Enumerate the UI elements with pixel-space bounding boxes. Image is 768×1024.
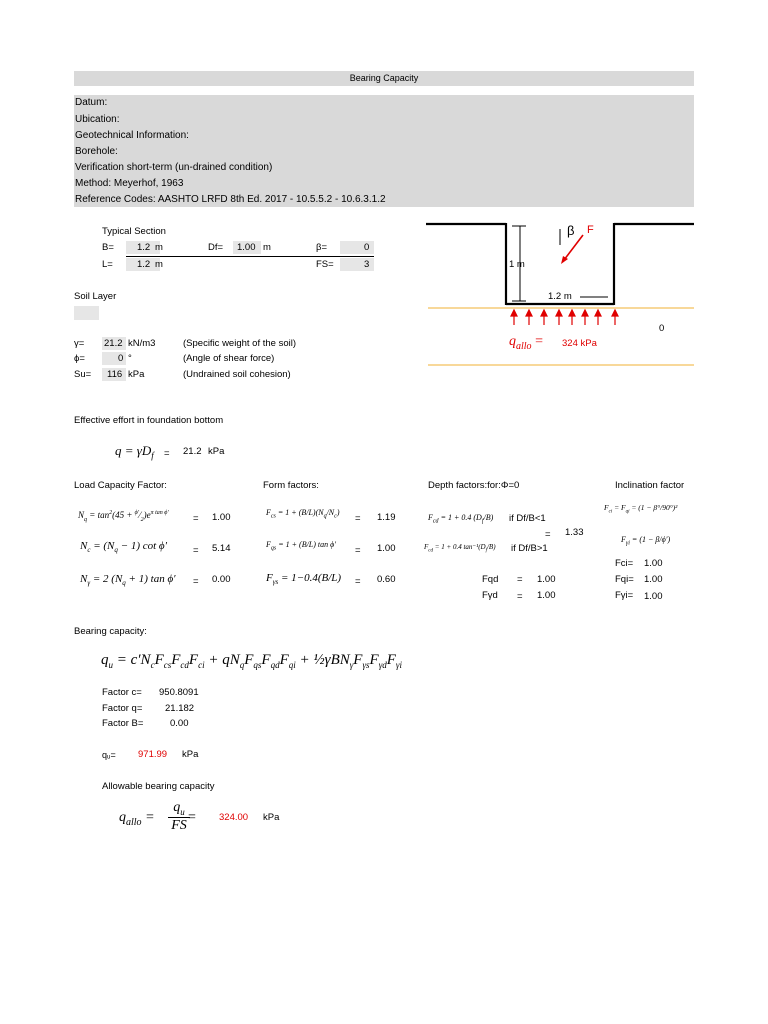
su-value: 116 [107, 369, 123, 380]
depth-condition-1: if Df/B<1 [509, 513, 546, 524]
force-arrow-line [564, 235, 583, 260]
fgs-formula: $F_{\gamma s} = 1-0.4(B/L)$ [266, 572, 342, 587]
nq-value: 1.00 [212, 512, 231, 523]
force-symbol: F [587, 224, 594, 236]
fcs-value: 1.19 [377, 512, 396, 523]
fqs-eq: = [355, 545, 361, 556]
effective-formula: $q = \gamma D_f$ [115, 443, 154, 461]
qallo-formula-lhs: $q_{allo}$ = [119, 810, 155, 828]
form-factors-title: Form factors: [263, 480, 319, 491]
factor-c-label: Factor c= [102, 687, 142, 698]
fgd-value: 1.00 [537, 590, 556, 601]
qallo-formula-fraction: $q_u$ FS [168, 800, 190, 834]
page-title: Bearing Capacity [349, 73, 419, 83]
fqi-value: 1.00 [644, 574, 663, 585]
datum-label: Datum: [75, 97, 108, 108]
soil-layer-color-cell[interactable] [74, 306, 99, 320]
nc-value: 5.14 [212, 543, 231, 554]
fs-value: 3 [364, 259, 370, 270]
phi-unit: ° [128, 353, 132, 364]
foundation-diagram [420, 215, 700, 375]
gamma-unit: kN/m3 [128, 338, 156, 349]
fcd-eq: = [545, 529, 551, 540]
factor-b-label: Factor B= [102, 718, 144, 729]
fs-label: FS= [316, 259, 334, 270]
nq-formula: $N_q = \tan^2(45$ + $^{\phi'}⁄_2)e^{\pi tan \phi'}$ [78, 510, 169, 523]
fcd-formula-1: $F_{cd} = 1 + 0.4$ $(D_f/B)$ [428, 513, 494, 525]
fci-value: 1.00 [644, 558, 663, 569]
b-label: B= [102, 242, 114, 253]
nc-eq: = [193, 545, 199, 556]
fgi-value: 1.00 [644, 591, 663, 602]
b-value: 1.2 [137, 242, 151, 253]
qallo-formula-eq: = [188, 810, 196, 825]
su-unit: kPa [128, 369, 145, 380]
su-desc: (Undrained soil cohesion) [183, 369, 291, 380]
title-bar [74, 71, 694, 86]
fcs-formula: $F_{cs} = 1 + (B/L)(N_q/N_c)$ [266, 508, 340, 520]
beta-symbol: β [567, 223, 575, 238]
fgd-label: Fγd [482, 590, 498, 601]
fqd-value: 1.00 [537, 574, 556, 585]
effective-effort-title: Effective effort in foundation bottom [74, 415, 224, 426]
phi-label: ϕ= [74, 353, 85, 364]
df-label: Df= [208, 242, 224, 253]
geotech-label: Geotechnical Information: [75, 130, 189, 141]
depth-factors-title: Depth factors:for:Φ=0 [428, 480, 520, 491]
factor-b-value: 0.00 [170, 718, 189, 729]
beta-value: 0 [364, 242, 370, 253]
verification-label: Verification short-term (un-drained condition) [75, 162, 273, 173]
fgs-value: 0.60 [377, 574, 396, 585]
qu-unit: kPa [182, 749, 199, 760]
l-label: L= [102, 259, 113, 270]
nc-formula: $N_c = (N_q - 1)$ cot ϕ′ [80, 540, 168, 555]
fgs-eq: = [355, 576, 361, 587]
df-value: 1.00 [237, 242, 256, 253]
fgi-formula: $F_{\gamma i} = (1 - \beta/\phi')$ [621, 535, 671, 547]
phi-desc: (Angle of shear force) [183, 353, 275, 364]
fqs-value: 1.00 [377, 543, 396, 554]
phi-value: 0 [118, 353, 124, 364]
df-unit: m [263, 242, 271, 253]
soil-reaction-arrows [511, 310, 618, 325]
fgd-eq: = [517, 591, 523, 602]
factor-c-value: 950.8091 [159, 687, 199, 698]
beta-label: β= [316, 242, 328, 253]
qu-label: qᵤ= [102, 750, 116, 760]
factor-q-label: Factor q= [102, 703, 143, 714]
fci-label: Fci= [615, 558, 634, 569]
fcd-formula-2: $F_{cd} = 1 + 0.4$ $\tan^{-1}(D_f/B)$ [424, 543, 496, 554]
allowable-title: Allowable bearing capacity [102, 781, 215, 792]
effective-eq: = [164, 448, 170, 459]
fqi-label: Fqi= [615, 574, 634, 585]
ngamma-value: 0.00 [212, 574, 231, 585]
l-value: 1.2 [137, 259, 151, 270]
effective-unit: kPa [208, 446, 225, 457]
bearing-capacity-title: Bearing capacity: [74, 626, 147, 637]
effective-value: 21.2 [183, 446, 202, 457]
qallo-unit: kPa [263, 812, 280, 823]
reference-codes-label: Reference Codes: AASHTO LRFD 8th Ed. 2017 - 10.5.5.2 - 10.6.3.1.2 [75, 194, 386, 205]
bearing-capacity-formula: $q_u = c'N_cF_{cs}F_{cd}F_{ci} + qN_qF_{qs}F_{qd}F_{qi}$ + $\frac{1}{2}\gamma BN_\gamma F_{\gamma s}F_{\gamma d}F_{\gamma i}$ [101, 652, 402, 670]
typical-section-title: Typical Section [102, 226, 166, 237]
inclination-factor-title: Inclination factor [615, 480, 685, 491]
l-unit: m [155, 259, 163, 270]
diagram-qallo-label: $q_{allo}$ = [509, 334, 543, 352]
diagram-qallo-value: 324 kPa [562, 338, 597, 349]
fqd-label: Fqd [482, 574, 499, 585]
fcs-eq: = [355, 513, 361, 524]
gamma-label: γ= [74, 338, 85, 349]
section-divider [126, 256, 374, 257]
gamma-desc: (Specific weight of the soil) [183, 338, 296, 349]
fqs-formula: $F_{qs} = 1 + (B/L)$ tan ϕ′ [266, 540, 337, 552]
depth-label: 1 m [509, 259, 525, 270]
fqd-eq: = [517, 574, 523, 585]
soil-layer-title: Soil Layer [74, 291, 117, 302]
fci-fqi-formula: $F_{ci} = F_{qi} = (1 - \beta^\circ/90^\circ)^2$ [604, 503, 678, 515]
side-value: 0 [659, 323, 665, 334]
ngamma-eq: = [193, 576, 199, 587]
fcd-value: 1.33 [565, 527, 584, 538]
gamma-value: 21.2 [104, 338, 123, 349]
b-unit: m [155, 242, 163, 253]
depth-condition-2: if Df/B>1 [511, 543, 548, 554]
fgi-label: Fγi= [615, 590, 634, 601]
su-label: Su= [74, 369, 92, 380]
factor-q-value: 21.182 [165, 703, 195, 714]
qallo-value: 324.00 [219, 812, 249, 823]
ubication-label: Ubication: [75, 114, 120, 125]
project-info-block [74, 95, 694, 207]
borehole-label: Borehole: [75, 146, 118, 157]
ngamma-formula: $N_\gamma = 2$ $(N_q + 1)$ tan ϕ′ [80, 573, 176, 588]
qu-value: 971.99 [138, 749, 168, 760]
nq-eq: = [193, 513, 199, 524]
width-label: 1.2 m [548, 291, 572, 302]
load-factors-title: Load Capacity Factor: [74, 480, 167, 491]
method-label: Method: Meyerhof, 1963 [75, 178, 184, 189]
